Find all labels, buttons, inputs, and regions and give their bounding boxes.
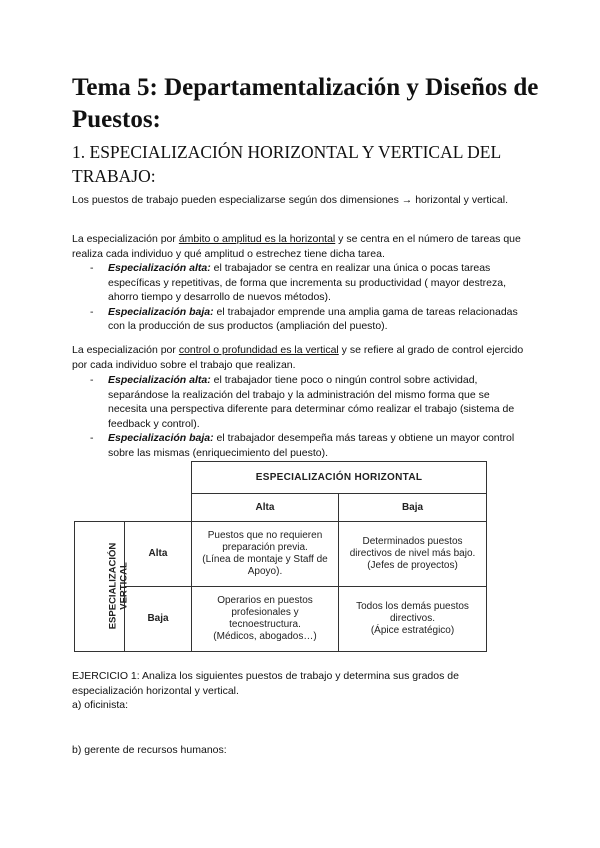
list-item (90, 431, 530, 460)
matrix-table (74, 461, 487, 652)
cell-sub-text: (Ápice estratégico) (370, 625, 455, 636)
matrix-row-alta (75, 522, 487, 587)
cell-main-text: Determinados puestos directivos de nivel más bajo. (349, 536, 476, 559)
vertical-header-line1: ESPECIALIZACIÓN (107, 542, 119, 630)
vertical-list (90, 373, 530, 460)
list-item-text: el trabajador se centra en realizar una única o pocas tareas específicas y repetitivas, de forma que incrementa su productividad ( mayor destreza, ahorro tiempo y desarrollo de nuevos métodos). (108, 262, 507, 303)
list-item-term: Especialización baja: (108, 305, 214, 318)
vertical-header (75, 522, 130, 652)
list-item-text: el trabajador emprende una amplia gama de tareas relacionadas con la producción de sus productos (ampliación del puesto). (108, 305, 518, 332)
vertical-paragraph (72, 343, 532, 372)
exercise-statement: EJERCICIO 1: Analiza los siguientes puestos de trabajo y determina sus grados de especialización horizontal y vertical. (72, 670, 459, 697)
exercise-item-b: b) gerente de recursos humanos: (72, 744, 227, 756)
horizontal-lead-before: La especialización por (72, 233, 179, 245)
dash-bullet: - (90, 262, 94, 274)
cell-baja-baja (339, 587, 487, 652)
cell-main-text: Todos los demás puestos directivos. (356, 601, 469, 624)
cell-main-text: Puestos que no requieren preparación previa. (207, 530, 323, 553)
horizontal-lead-after: y se centra en el número de tareas que realiza cada individuo y qué amplitud o estrechez tiene dicha tarea. (72, 233, 521, 260)
matrix-row-baja (75, 587, 487, 652)
list-item (90, 305, 530, 334)
cell-sub-text: (Médicos, abogados…) (213, 631, 317, 642)
cell-alta-baja (339, 522, 487, 587)
intro-paragraph: Los puestos de trabajo pueden especializarse según dos dimensiones → horizontal y vertical. (72, 194, 509, 206)
list-item-term: Especialización baja: (108, 432, 214, 444)
exercise-item-a: a) oficinista: (72, 699, 129, 711)
list-item-text: el trabajador tiene poco o ningún control sobre actividad, separándose la realización del trabajo y la administración del mismo forma que se necesita una perspectiva diferente para determinar cómo realizar el trabajo (sistema de feedback y control). (108, 374, 515, 430)
cell-alta-alta (192, 522, 339, 587)
row-alta: Alta (125, 522, 192, 587)
horizontal-paragraph (72, 232, 532, 261)
vertical-header-label (107, 543, 129, 630)
vertical-lead-before: La especialización por (72, 344, 179, 356)
dash-bullet: - (90, 432, 94, 444)
matrix-header-row (75, 462, 487, 494)
matrix-column-row (75, 494, 487, 522)
list-item (90, 261, 530, 305)
page-title: Tema 5: Departamentalización y Diseños de Puestos: (72, 74, 539, 133)
dash-bullet: - (90, 305, 94, 318)
list-item-term: Especialización alta: (108, 262, 211, 274)
row-baja: Baja (125, 587, 192, 652)
column-alta: Alta (192, 494, 339, 522)
specialization-matrix (74, 461, 486, 651)
cell-baja-alta (192, 587, 339, 652)
section-heading: 1. ESPECIALIZACIÓN HORIZONTAL Y VERTICAL DEL TRABAJO: (72, 142, 501, 186)
matrix-corner-2 (75, 494, 192, 522)
horizontal-list (90, 261, 530, 334)
vertical-lead-underlined: control o profundidad es la vertical (178, 344, 339, 356)
list-item (90, 373, 530, 431)
list-item-term: Especialización alta: (108, 374, 211, 386)
column-baja: Baja (339, 494, 487, 522)
dash-bullet: - (90, 374, 94, 386)
cell-sub-text: (Línea de montaje y Staff de Apoyo). (202, 554, 328, 577)
matrix-corner (75, 462, 192, 494)
horizontal-lead-underlined: ámbito o amplitud es la horizontal (178, 233, 336, 245)
cell-sub-text: (Jefes de proyectos) (367, 560, 458, 571)
vertical-lead-after: y se refiere al grado de control ejercido por cada individuo sobre el trabajo que realizan. (72, 344, 524, 371)
vertical-header-line2: VERTICAL (118, 562, 130, 610)
list-item-text: el trabajador desempeña más tareas y obtiene un mayor control sobre las mismas (enriquecimiento del puesto). (108, 432, 515, 459)
horizontal-header: ESPECIALIZACIÓN HORIZONTAL (192, 462, 487, 494)
cell-main-text: Operarios en puestos profesionales y tecnoestructura. (217, 595, 313, 630)
